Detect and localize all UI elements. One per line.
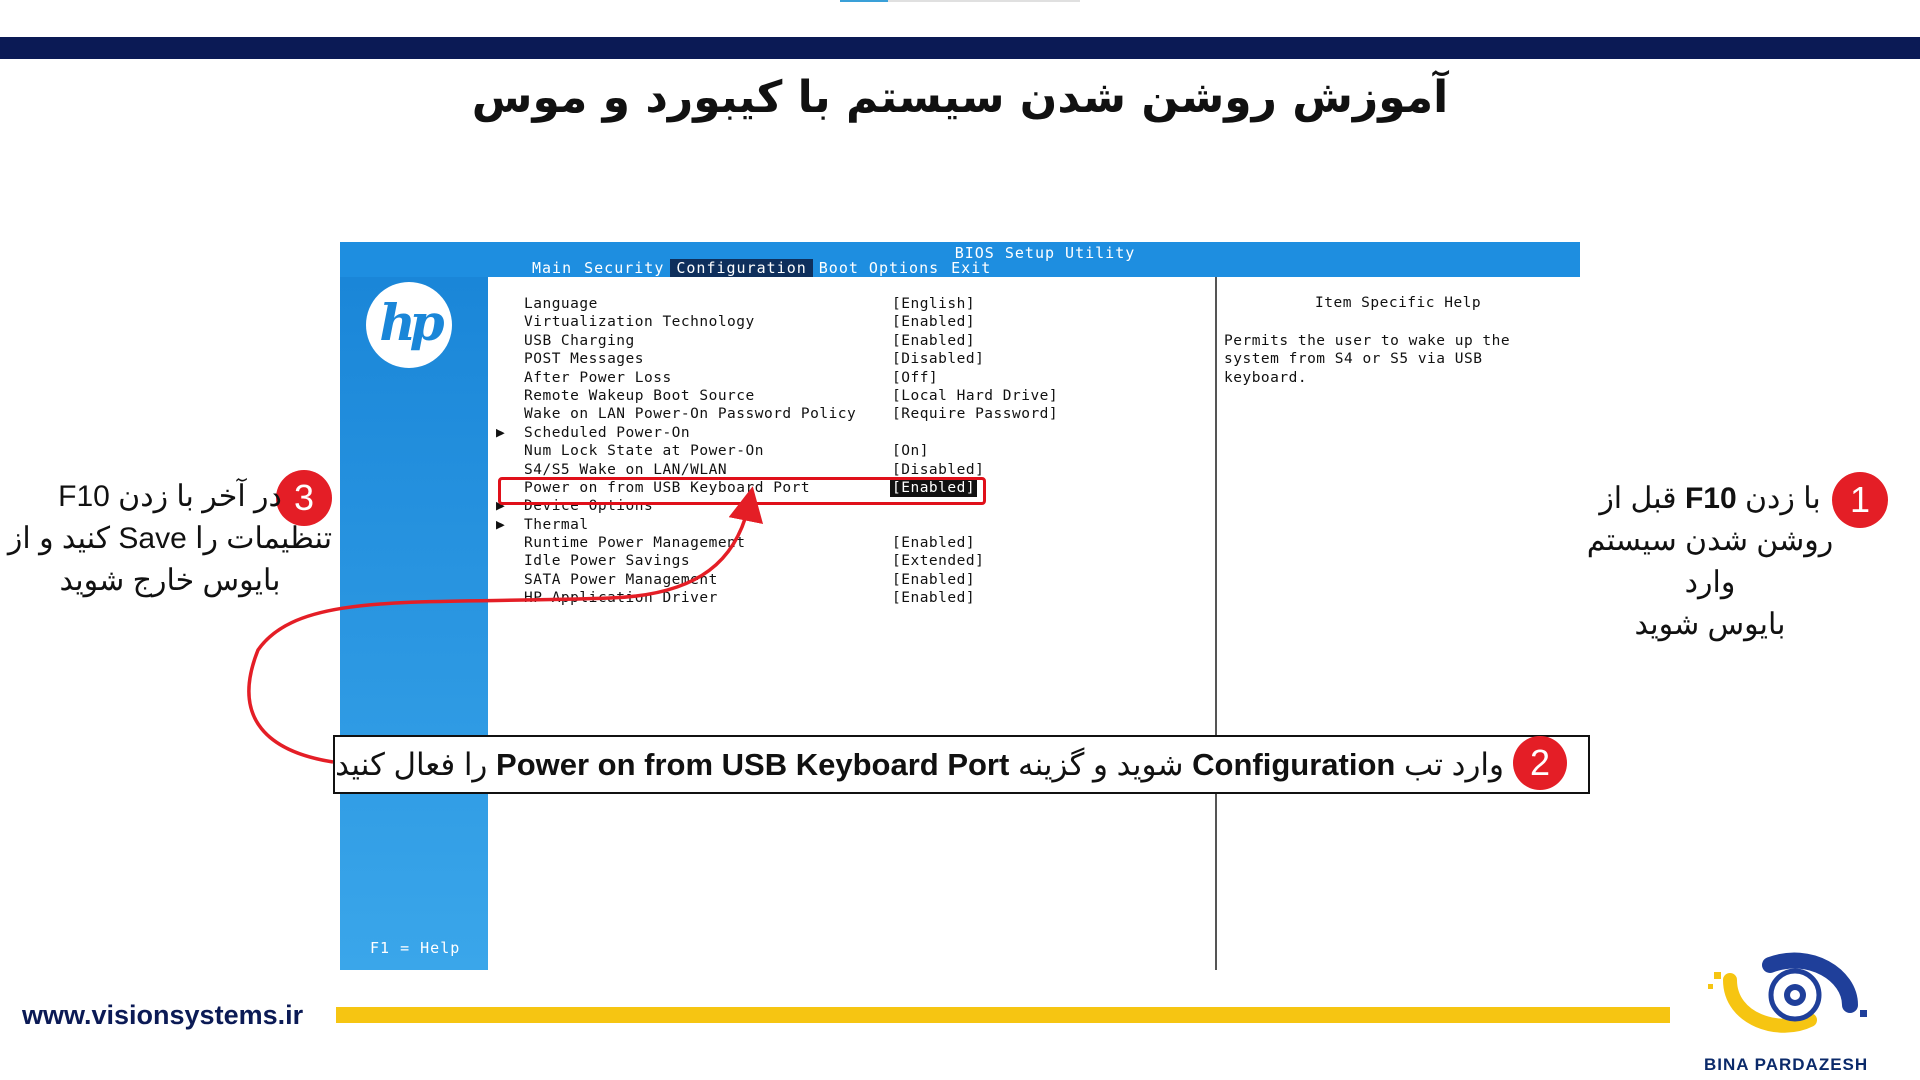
setting-value[interactable]: [Enabled] (892, 571, 976, 588)
setting-label: Num Lock State at Power-On (524, 443, 764, 460)
step1-pre: با زدن (1744, 482, 1821, 515)
setting-value[interactable]: [Enabled] (892, 479, 976, 496)
setting-value[interactable]: [Require Password] (892, 406, 1059, 423)
setting-value[interactable]: [English] (892, 296, 976, 312)
step2-callout (333, 735, 1590, 794)
step3-line3: بایوس خارج شوید (59, 564, 281, 597)
footer-bar (336, 1007, 1670, 1023)
setting-label: Device Options (524, 498, 654, 515)
step1-post: قبل از (1599, 482, 1677, 515)
page-title: آموزش روشن شدن سیستم با کیبورد و موس (471, 72, 1449, 123)
website-link[interactable]: www.visionsystems.ir (22, 1000, 304, 1030)
setting-label: Runtime Power Management (524, 535, 746, 552)
setting-value[interactable]: [Enabled] (892, 535, 976, 552)
setting-value[interactable]: [Enabled] (892, 314, 976, 331)
submenu-arrow-icon: ▶ (496, 498, 506, 515)
setting-label: Language (524, 296, 598, 312)
setting-value[interactable]: [Extended] (892, 553, 985, 570)
step3-line2b: کنید و از (7, 522, 111, 555)
step3-note (0, 476, 340, 602)
brand-name: BINA PARDAZESH (1704, 1055, 1869, 1074)
setting-label: After Power Loss (524, 369, 672, 386)
tab-security[interactable]: Security (584, 259, 665, 277)
setting-label: USB Charging (524, 332, 635, 349)
step2-badge: 2 (1513, 736, 1567, 790)
setting-label: POST Messages (524, 351, 644, 368)
step3-line2a: تنظیمات را (195, 522, 333, 555)
step2-part2: شوید و گزینه (1017, 747, 1184, 782)
tab-main[interactable]: Main (532, 259, 573, 277)
setting-value[interactable]: [Local Hard Drive] (892, 387, 1059, 404)
step2-option: Power on from USB Keyboard Port (496, 747, 1010, 782)
step3-line1: در آخر با زدن F10 (58, 480, 282, 513)
hp-logo: hp (366, 282, 452, 368)
tab-exit[interactable]: Exit (951, 259, 992, 277)
setting-value[interactable]: [Enabled] (892, 590, 976, 607)
setting-value[interactable]: [Off] (892, 369, 939, 386)
step1-line2: روشن شدن سیستم وارد (1586, 524, 1834, 599)
setting-value[interactable]: [Disabled] (892, 461, 985, 478)
help-title: Item Specific Help (1315, 295, 1482, 311)
bina-pardazesh-logo (1700, 950, 1880, 1040)
setting-label: S4/S5 Wake on LAN/WLAN (524, 461, 728, 478)
tab-boot-options[interactable]: Boot Options (818, 259, 940, 277)
setting-label: Scheduled Power-On (524, 424, 691, 441)
tab-configuration[interactable]: Configuration (670, 259, 812, 277)
help-hint: F1 = Help (370, 939, 461, 957)
step3-badge: 3 (276, 470, 332, 526)
step3-save: Save (118, 522, 187, 555)
step1-badge: 1 (1832, 472, 1888, 528)
setting-label: Thermal (524, 516, 589, 533)
step1-note (1560, 478, 1860, 646)
setting-label: SATA Power Management (524, 571, 718, 588)
bios-heading: BIOS Setup Utility (954, 244, 1136, 262)
setting-label: Idle Power Savings (524, 553, 691, 570)
setting-label: Power on from USB Keyboard Port (524, 479, 811, 496)
step2-text (335, 737, 1504, 792)
setting-label: Remote Wakeup Boot Source (524, 387, 755, 404)
setting-label: HP Application Driver (524, 590, 718, 607)
setting-value[interactable]: [Enabled] (892, 332, 976, 349)
help-text: Permits the user to wake up the system from S4 or S5 via USB keyboard. (1224, 333, 1511, 386)
step1-line3: بایوس شوید (1634, 608, 1786, 641)
setting-label: Wake on LAN Power-On Password Policy (524, 406, 857, 423)
step2-part3: را فعال کنید (335, 747, 488, 782)
step2-tab: Configuration (1192, 747, 1396, 782)
setting-value[interactable]: [Disabled] (892, 351, 985, 368)
setting-value[interactable]: [On] (892, 443, 929, 460)
submenu-arrow-icon: ▶ (496, 516, 506, 533)
setting-label: Virtualization Technology (524, 314, 755, 331)
step1-key: F10 (1684, 482, 1737, 515)
submenu-arrow-icon: ▶ (496, 424, 506, 441)
step2-part1: وارد تب (1403, 747, 1504, 782)
